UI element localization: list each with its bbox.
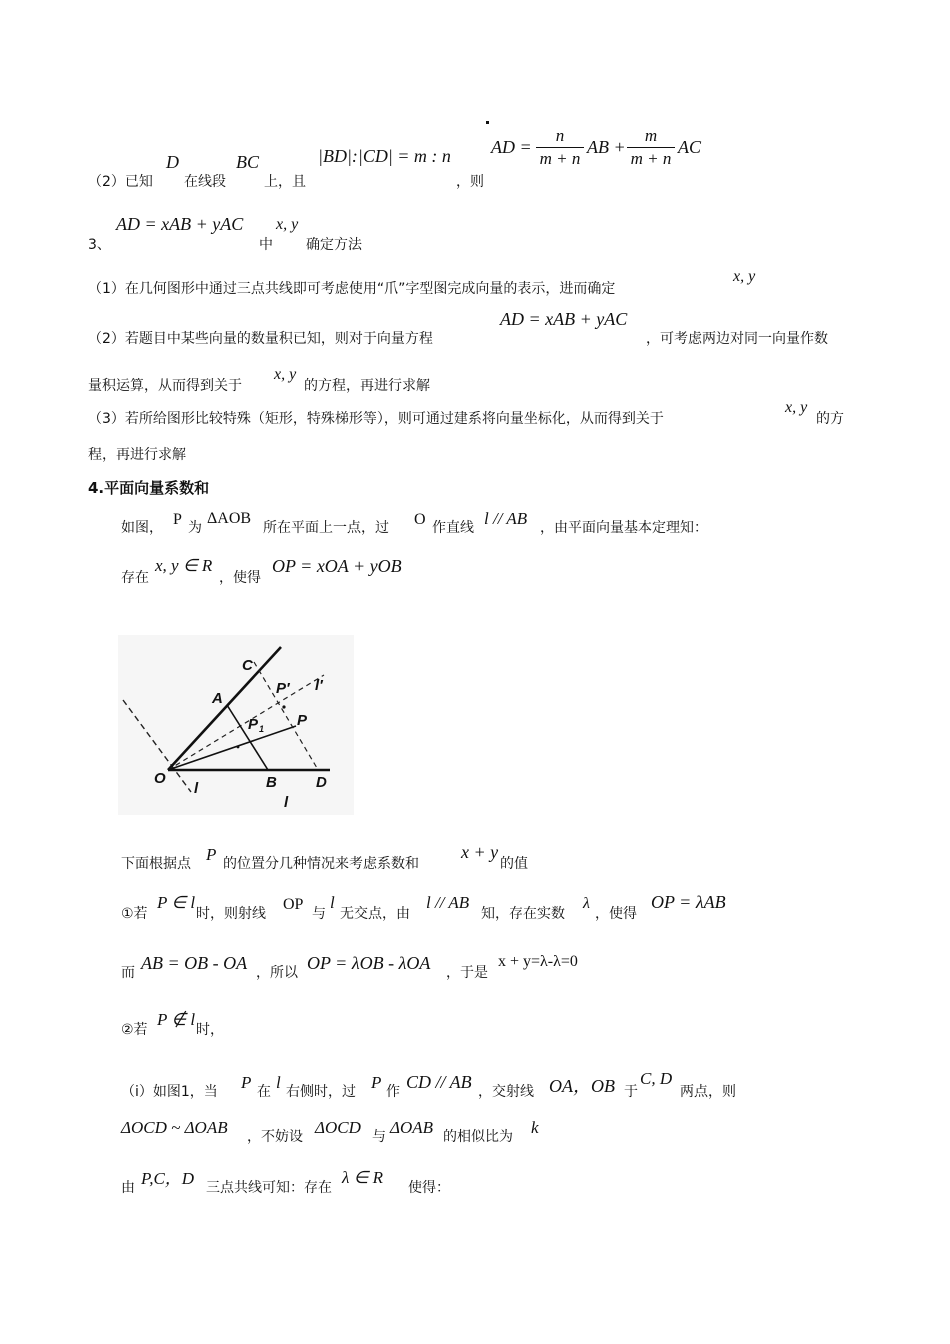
ad-lhs: AD =: [491, 137, 532, 157]
cases-intro-a: 下面根据点: [121, 856, 191, 872]
label-B: B: [266, 774, 277, 791]
method2-text: （2）若题目中某些向量的数量积已知，则对于向量方程: [88, 331, 433, 347]
case1-f: ，使得: [595, 906, 637, 922]
case1-a: ①若: [121, 906, 148, 922]
case2i-f: 于: [624, 1084, 638, 1100]
method2-equation: AD = xAB + yAC: [500, 309, 628, 329]
case1b-b: ，所以: [256, 965, 298, 981]
vector-geometry-figure: [118, 635, 354, 815]
case1-equation: OP = λAB: [651, 892, 726, 912]
item2-on-segment: 在线段: [184, 174, 226, 190]
case1b-a: 而: [121, 965, 135, 981]
label-D: D: [316, 774, 327, 791]
case1-parallel: l // AB: [426, 893, 470, 912]
case2i-points: C, D: [640, 1069, 673, 1088]
cases-intro-c: 的值: [500, 856, 528, 872]
s4-l1d: 作直线: [432, 520, 474, 536]
case2i-P: P: [241, 1073, 252, 1092]
label-O: O: [154, 770, 166, 787]
section4-heading: 4.平面向量系数和: [88, 479, 210, 497]
collinear-points: P,C，D: [141, 1169, 195, 1188]
label-lprime: l′: [315, 677, 323, 694]
ratio-k: k: [531, 1118, 539, 1137]
method1-xy: x, y: [733, 268, 756, 285]
label-P1: P: [248, 716, 259, 733]
case2i-h: ，不妨设: [247, 1129, 303, 1145]
method2-line2b: 的方程，再进行求解: [304, 378, 430, 394]
s4-l2b: ，使得: [219, 570, 261, 586]
item2-then: ，则: [456, 174, 484, 190]
method2-line2a: 量积运算，从而得到关于: [88, 378, 242, 394]
case2-condition: P ∉ l: [157, 1010, 196, 1029]
case2i-e: ，交射线: [478, 1084, 534, 1100]
method3-text: （3）若所给图形比较特殊（矩形，特殊梯形等），则可通过建系将向量坐标化，从而得到关于: [88, 411, 664, 427]
frac2-numerator: m: [627, 126, 675, 148]
section3-equation: AD = xAB + yAC: [116, 214, 244, 234]
method3-xy: x, y: [785, 399, 808, 416]
s4-O: O: [414, 511, 426, 528]
frac2-denominator: m + n: [630, 149, 672, 168]
method1-text: （1）在几何图形中通过三点共线即可考虑使用“爪”字型图完成向量的表示，进而确定: [88, 281, 616, 297]
section3-mid: 中: [259, 237, 273, 253]
section3-xy: x, y: [276, 216, 299, 233]
s4-l1a: 如图，: [121, 520, 163, 536]
cases-intro-b: 的位置分几种情况来考虑系数和: [223, 856, 419, 872]
case2i-a: （i）如图1，当: [121, 1084, 218, 1100]
method2-tail: ，可考虑两边对同一向量作数: [646, 331, 828, 347]
ratio-expression: |BD|:|CD| = m : n: [318, 146, 451, 166]
s4-l1c: 所在平面上一点，过: [263, 520, 389, 536]
s4-triangle: ΔAOB: [207, 510, 252, 527]
frac1-numerator: n: [536, 126, 584, 148]
fraction-n-over-m-plus-n: [536, 126, 584, 169]
case2i-g: 两点，则: [680, 1084, 736, 1100]
label-Pprime: P′: [276, 680, 290, 697]
case1b-c: ，于是: [446, 965, 488, 981]
point-Pprime: [282, 705, 285, 708]
item2-and: 上，且: [264, 174, 306, 190]
case1-l: l: [330, 893, 335, 912]
item2-prefix: （2）已知: [88, 174, 153, 190]
section3-number: 3、: [88, 237, 111, 253]
fraction-m-over-m-plus-n: [627, 126, 675, 169]
label-P1-subscript: 1: [259, 724, 265, 734]
case1-d: 无交点，由: [340, 906, 410, 922]
similarity-statement: ΔOCD ~ ΔOAB: [121, 1118, 228, 1137]
case1-b: 时，则射线: [196, 906, 266, 922]
case2-a: ②若: [121, 1022, 148, 1038]
label-A: A: [212, 690, 223, 707]
triangle-OCD: ΔOCD: [315, 1118, 361, 1137]
case2i-c: 右侧时，过: [286, 1084, 356, 1100]
label-l-left: l: [194, 780, 199, 797]
label-C: C: [242, 657, 253, 674]
case2i-P2: P: [371, 1073, 382, 1092]
case1-c: 与: [312, 906, 326, 922]
case1b-eq1: AB = OB - OA: [141, 953, 248, 973]
s4-l2a: 存在: [121, 570, 149, 586]
case2i-d: 作: [386, 1084, 400, 1100]
method3-tail: 的方: [816, 411, 844, 427]
case2i-rays: OA，OB: [549, 1076, 615, 1096]
label-l-bottom: l: [284, 794, 289, 811]
case2i-m: 使得：: [408, 1180, 450, 1196]
case1-e: 知，存在实数: [481, 906, 565, 922]
stray-mark: [486, 121, 489, 124]
case2i-l: l: [276, 1073, 281, 1092]
frac1-denominator: m + n: [539, 149, 581, 168]
cases-intro-sum: x + y: [461, 842, 499, 862]
case1b-eq2: OP = λOB - λOA: [307, 953, 431, 973]
case2i-j: 的相似比为: [443, 1129, 513, 1145]
cases-intro-P: P: [206, 845, 217, 864]
case2i-l: 三点共线可知：存在: [206, 1180, 332, 1196]
case2i-i: 与: [372, 1129, 386, 1145]
s4-P: P: [173, 511, 182, 528]
case2i-parallel: CD // AB: [406, 1072, 472, 1092]
case2i-b: 在: [257, 1084, 271, 1100]
method2-xy: x, y: [274, 366, 297, 383]
case2i-k: 由: [121, 1180, 135, 1196]
label-P: P: [297, 712, 308, 729]
method3-line2: 程，再进行求解: [88, 447, 186, 463]
case1-condition: P ∈ l: [157, 893, 196, 912]
segment-BC: BC: [236, 152, 260, 172]
s4-l1e: ，由平面向量基本定理知：: [540, 520, 708, 536]
s4-l1b: 为: [188, 520, 202, 536]
s4-parallel: l // AB: [484, 509, 528, 528]
case1-OP: OP: [283, 896, 304, 913]
lambda-condition: λ ∈ R: [342, 1168, 384, 1187]
case1-lambda: λ: [583, 895, 590, 912]
case2-b: 时，: [196, 1022, 224, 1038]
point-D: D: [166, 152, 179, 172]
s4-equation: OP = xOA + yOB: [272, 556, 402, 576]
s4-condition: x, y ∈ R: [155, 556, 213, 575]
point-P1: [237, 746, 240, 749]
section3-suffix: 确定方法: [306, 237, 362, 253]
case1b-result: x + y=λ-λ=0: [498, 953, 578, 970]
triangle-OAB: ΔOAB: [390, 1118, 434, 1137]
ab-plus: AB +: [587, 137, 626, 157]
ac-term: AC: [678, 137, 702, 157]
